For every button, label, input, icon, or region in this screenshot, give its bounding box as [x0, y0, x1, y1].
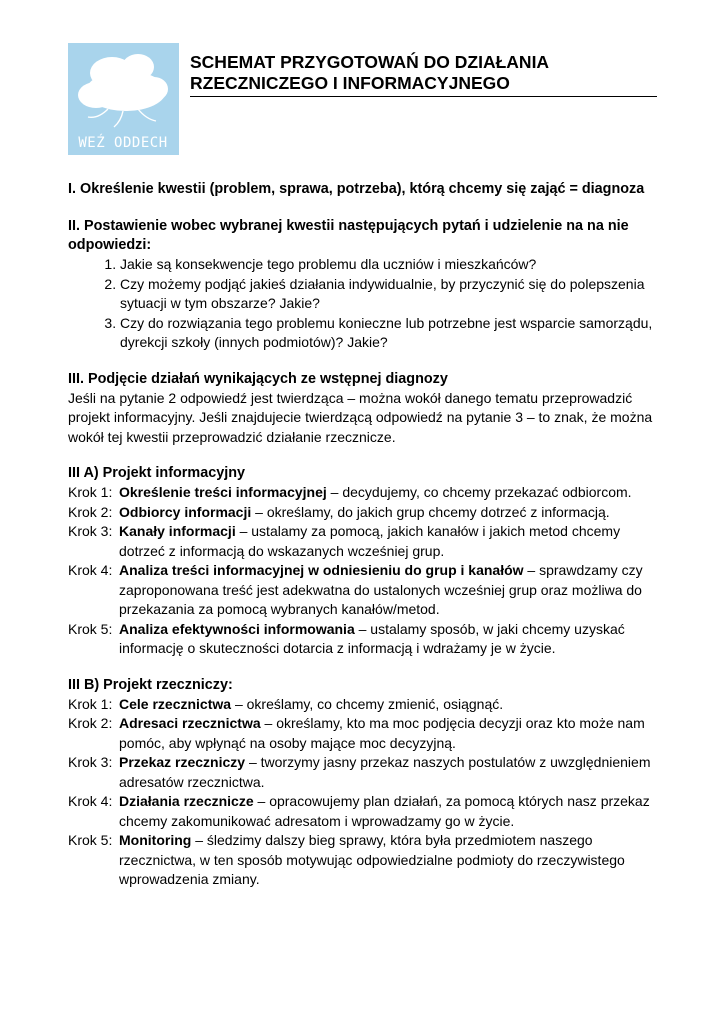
section-1-heading: I. Określenie kwestii (problem, sprawa, potrzeba), którą chcemy się zająć = diagnoza: [68, 181, 645, 197]
step-term: Działania rzecznicze: [119, 793, 254, 809]
step-label: Krok 2:: [68, 715, 113, 731]
step-desc: – określamy, co chcemy zmienić, osiągnąć.: [231, 695, 504, 712]
step-term: Analiza efektywności informowania: [119, 620, 355, 637]
step-desc: – decydujemy, co chcemy przekazać odbiorcom.: [326, 484, 632, 500]
step-b-2: [68, 714, 668, 753]
step-term: Monitoring: [119, 832, 192, 848]
step-b-3: [68, 753, 668, 792]
title-line-2: RZECZNICZEGO I INFORMACYJNEGO: [190, 73, 510, 93]
step-desc: – ustalamy sposób, w jaki chcemy uzyskać informację o skuteczności dotarcia z informacją i wdrażamy je w życie.: [119, 620, 625, 656]
step-term: Adresaci rzecznictwa: [119, 715, 261, 731]
step-desc: – określamy, kto ma moc podjęcia decyzji oraz kto może nam pomóc, aby wpłynąć na osoby mające moc decyzyjną.: [119, 715, 645, 751]
question-1: 1. Jakie są konsekwencje tego problemu dla uczniów i mieszkańców?: [120, 255, 668, 275]
step-desc: – opracowujemy plan działań, za pomocą których nasz przekaz chcemy zakomunikować adresatom i wprowadzamy go w życie.: [119, 793, 650, 829]
step-label: Krok 2:: [68, 503, 113, 520]
step-label: Krok 1:: [68, 484, 113, 500]
page-title: [190, 52, 657, 97]
step-desc: – ustalamy za pomocą, jakich kanałów i jakich metod chcemy dotrzeć z informacją do wskazanych wcześniej grup.: [119, 523, 621, 559]
document-body: [68, 180, 668, 890]
step-a-3: [68, 522, 668, 561]
step-term: Analiza treści informacyjnej w odniesieniu do grup i kanałów: [119, 562, 524, 578]
section-a-heading: III A) Projekt informacyjny: [68, 465, 245, 481]
step-a-5: [68, 620, 668, 659]
step-term: Przekaz rzeczniczy: [119, 754, 246, 770]
step-a-1: [68, 483, 668, 503]
cloud-logo-icon: [68, 43, 179, 155]
logo-text: WEŹ ODDECH: [78, 135, 168, 151]
step-desc: – śledzimy dalszy bieg sprawy, która była przedmiotem naszego rzecznictwa, w ten sposób motywując odpowiedzialne podmioty do rzeczywistego wprowadzenia zmiany.: [119, 832, 625, 887]
step-term: Kanały informacji: [119, 523, 236, 539]
step-b-4: [68, 792, 668, 831]
step-desc: – sprawdzamy czy zaproponowana treść jest adekwatna do ustalonych wcześniej grup oraz możliwa do przekazania za pomocą wybranych kanałów/metod.: [119, 562, 643, 617]
step-b-5: [68, 831, 668, 890]
step-term: Odbiorcy informacji: [119, 503, 252, 520]
step-desc: – określamy, do jakich grup chcemy dotrzeć z informacją.: [251, 503, 610, 520]
step-term: Cele rzecznictwa: [119, 695, 232, 712]
step-label: Krok 3:: [68, 754, 113, 770]
step-label: Krok 4:: [68, 793, 113, 809]
question-list: [68, 255, 668, 353]
step-label: Krok 3:: [68, 523, 113, 539]
step-a-2: [68, 503, 668, 523]
step-list-b: [68, 695, 668, 890]
question-2: 2. Czy możemy podjąć jakieś działania indywidualnie, by przyczynić się do polepszenia sytuacji w tym obszarze? Jakie?: [120, 275, 668, 314]
step-b-1: [68, 695, 668, 715]
section-b-heading: III B) Projekt rzeczniczy:: [68, 676, 233, 693]
title-line-1: SCHEMAT PRZYGOTOWAŃ DO DZIAŁANIA: [190, 52, 550, 72]
step-term: Określenie treści informacyjnej: [119, 484, 327, 500]
logo: [68, 43, 179, 155]
question-3: 3. Czy do rozwiązania tego problemu konieczne lub potrzebne jest wsparcie samorządu, dyrekcji szkoły (innych podmiotów)? Jakie?: [120, 314, 668, 353]
section-3-heading: III. Podjęcie działań wynikających ze wstępnej diagnozy: [68, 370, 448, 387]
section-2-heading: II. Postawienie wobec wybranej kwestii następujących pytań i udzielenie na na nie odpowiedzi:: [68, 218, 629, 253]
section-3-text: Jeśli na pytanie 2 odpowiedź jest twierdząca – można wokół danego tematu przeprowadzić projekt informacyjny. Jeśli znajdujecie twierdzącą odpowiedź na pytanie 3 – to znak, że można wokół tej kwestii przeprowadzić działanie rzecznicze.: [68, 389, 653, 445]
step-label: Krok 1:: [68, 695, 113, 712]
step-a-4: [68, 561, 668, 620]
step-list-a: [68, 483, 668, 659]
step-label: Krok 5:: [68, 620, 113, 637]
step-desc: – tworzymy jasny przekaz naszych postulatów z uwzględnieniem adresatów rzecznictwa.: [119, 754, 651, 790]
step-label: Krok 4:: [68, 562, 113, 578]
step-label: Krok 5:: [68, 832, 113, 848]
